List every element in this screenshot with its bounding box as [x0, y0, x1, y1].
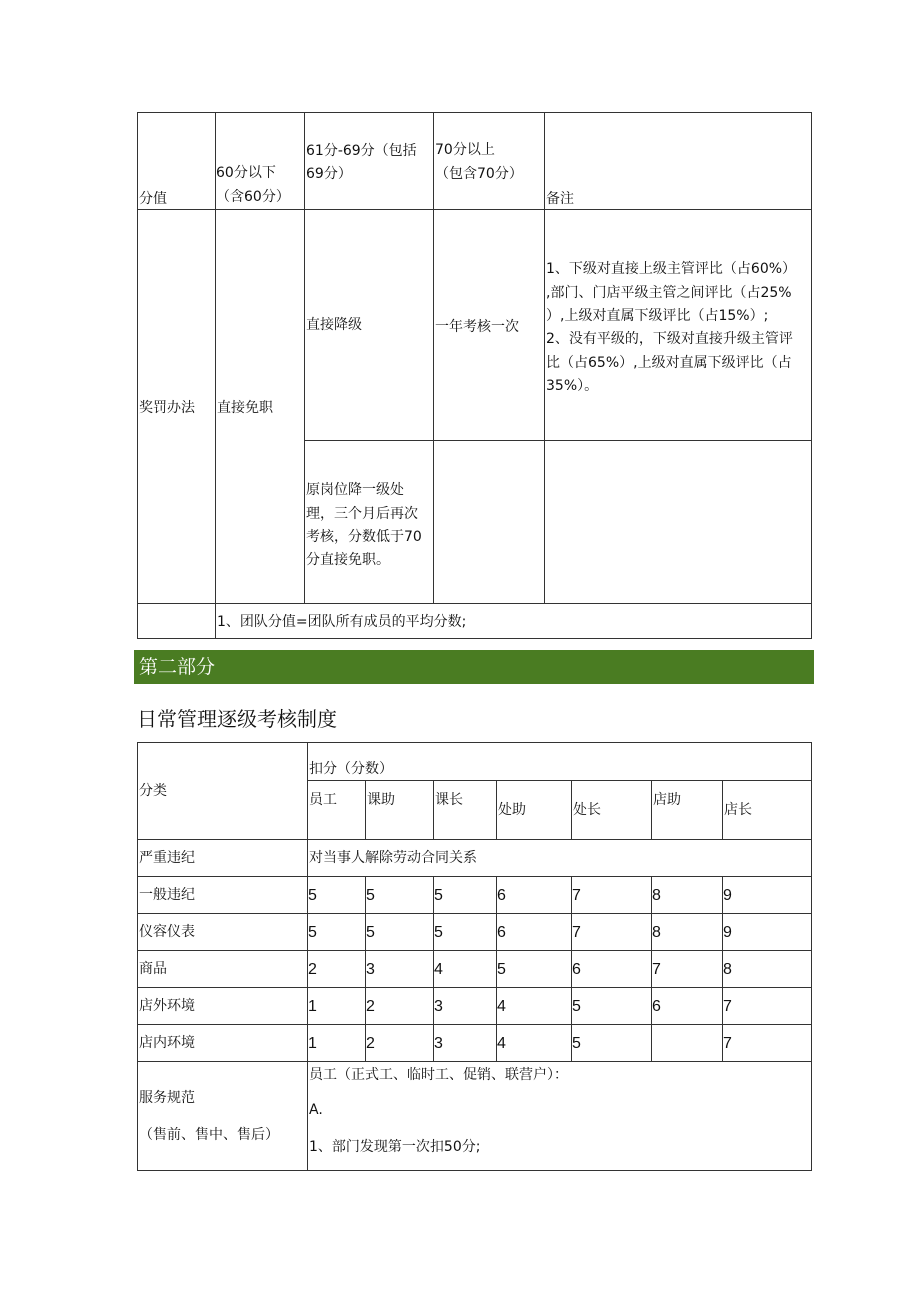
header-61-69-line1: 61分-69分（包括	[306, 143, 417, 159]
remark-line: 比（占65%）,上级对直属下级评比（占	[546, 355, 792, 371]
table-cell: 6	[652, 998, 661, 1015]
table-cell: 8	[652, 924, 661, 941]
table-cell: 5	[434, 887, 443, 904]
role-header: 店助	[653, 792, 681, 808]
role-header: 处助	[498, 802, 526, 818]
role-header: 处长	[573, 802, 601, 818]
table-cell: 7	[723, 1035, 732, 1052]
row-label: 店外环境	[139, 998, 195, 1014]
row-label: 一般违纪	[139, 887, 195, 903]
remark-line: ）,上级对直属下级评比（占15%）;	[546, 308, 769, 324]
service-line: 员工（正式工、临时工、促销、联营户）：	[309, 1067, 568, 1083]
reward-annual-review: 一年考核一次	[435, 319, 519, 335]
table-cell: 6	[572, 961, 581, 978]
table-cell: 3	[366, 961, 375, 978]
table-cell: 7	[652, 961, 661, 978]
remark-line: 2、没有平级的，下级对直接升级主管评	[546, 331, 793, 347]
table-cell: 8	[652, 887, 661, 904]
role-header: 员工	[309, 792, 337, 808]
table-cell: 6	[497, 887, 506, 904]
reward-dismiss: 直接免职	[217, 400, 273, 416]
category-header: 分类	[139, 783, 167, 799]
demote-note-line: 原岗位降一级处	[306, 482, 404, 498]
header-above70-line2: （包含70分）	[435, 166, 523, 182]
table-cell: 8	[723, 961, 732, 978]
table-cell: 3	[434, 1035, 443, 1052]
reward-demote: 直接降级	[306, 317, 362, 333]
table-cell: 7	[572, 887, 581, 904]
table-cell: 5	[497, 961, 506, 978]
table-cell: 5	[308, 887, 317, 904]
table-cell: 9	[723, 924, 732, 941]
header-below60-line1: 60分以下	[216, 165, 276, 181]
table-cell: 5	[434, 924, 443, 941]
section-banner-label: 第二部分	[139, 656, 216, 678]
role-header: 课长	[435, 792, 463, 808]
section-title: 日常管理逐级考核制度	[137, 707, 337, 731]
reward-label: 奖罚办法	[139, 400, 195, 416]
demote-note-line: 理，三个月后再次	[306, 506, 418, 522]
demote-note-line: 考核，分数低于70	[306, 529, 422, 545]
row-label: 仪容仪表	[139, 924, 195, 940]
table-cell: 4	[497, 998, 506, 1015]
header-score: 分值	[139, 191, 167, 207]
table-cell: 6	[497, 924, 506, 941]
table-cell: 9	[723, 887, 732, 904]
header-below60-line2: （含60分）	[216, 189, 290, 205]
section-banner	[134, 650, 814, 684]
service-sub: （售前、售中、售后）	[139, 1127, 279, 1143]
remark-line: 1、下级对直接上级主管评比（占60%）	[546, 261, 797, 277]
row-label: 商品	[139, 961, 167, 977]
table-cell: 4	[434, 961, 443, 978]
header-remarks: 备注	[546, 191, 574, 207]
table-cell: 7	[723, 998, 732, 1015]
service-label: 服务规范	[139, 1090, 195, 1106]
table-cell: 4	[497, 1035, 506, 1052]
table-cell: 7	[572, 924, 581, 941]
table-cell: 2	[308, 961, 317, 978]
table-cell: 5	[572, 1035, 581, 1052]
table-cell: 3	[434, 998, 443, 1015]
role-header: 店长	[724, 802, 752, 818]
header-61-69-line2: 69分）	[306, 166, 352, 182]
table-cell: 2	[366, 1035, 375, 1052]
remark-line: 35%）。	[546, 378, 599, 394]
row-label: 严重违纪	[139, 850, 195, 866]
table-cell: 1	[308, 1035, 317, 1052]
header-above70-line1: 70分以上	[435, 142, 495, 158]
demote-note-line: 分直接免职。	[306, 552, 390, 568]
row-text: 对当事人解除劳动合同关系	[309, 850, 477, 866]
table-cell: 5	[366, 887, 375, 904]
role-header: 课助	[367, 792, 395, 808]
row-label: 店内环境	[139, 1035, 195, 1051]
table-cell: 1	[308, 998, 317, 1015]
table-cell: 5	[572, 998, 581, 1015]
deduction-header: 扣分（分数）	[309, 761, 393, 777]
team-score-note: 1、团队分值=团队所有成员的平均分数;	[217, 614, 467, 630]
service-line: A.	[309, 1102, 323, 1118]
table-cell: 5	[366, 924, 375, 941]
service-line: 1、部门发现第一次扣50分;	[309, 1139, 481, 1155]
remark-line: ,部门、门店平级主管之间评比（占25%	[546, 285, 792, 301]
table-cell: 2	[366, 998, 375, 1015]
table-cell: 5	[308, 924, 317, 941]
